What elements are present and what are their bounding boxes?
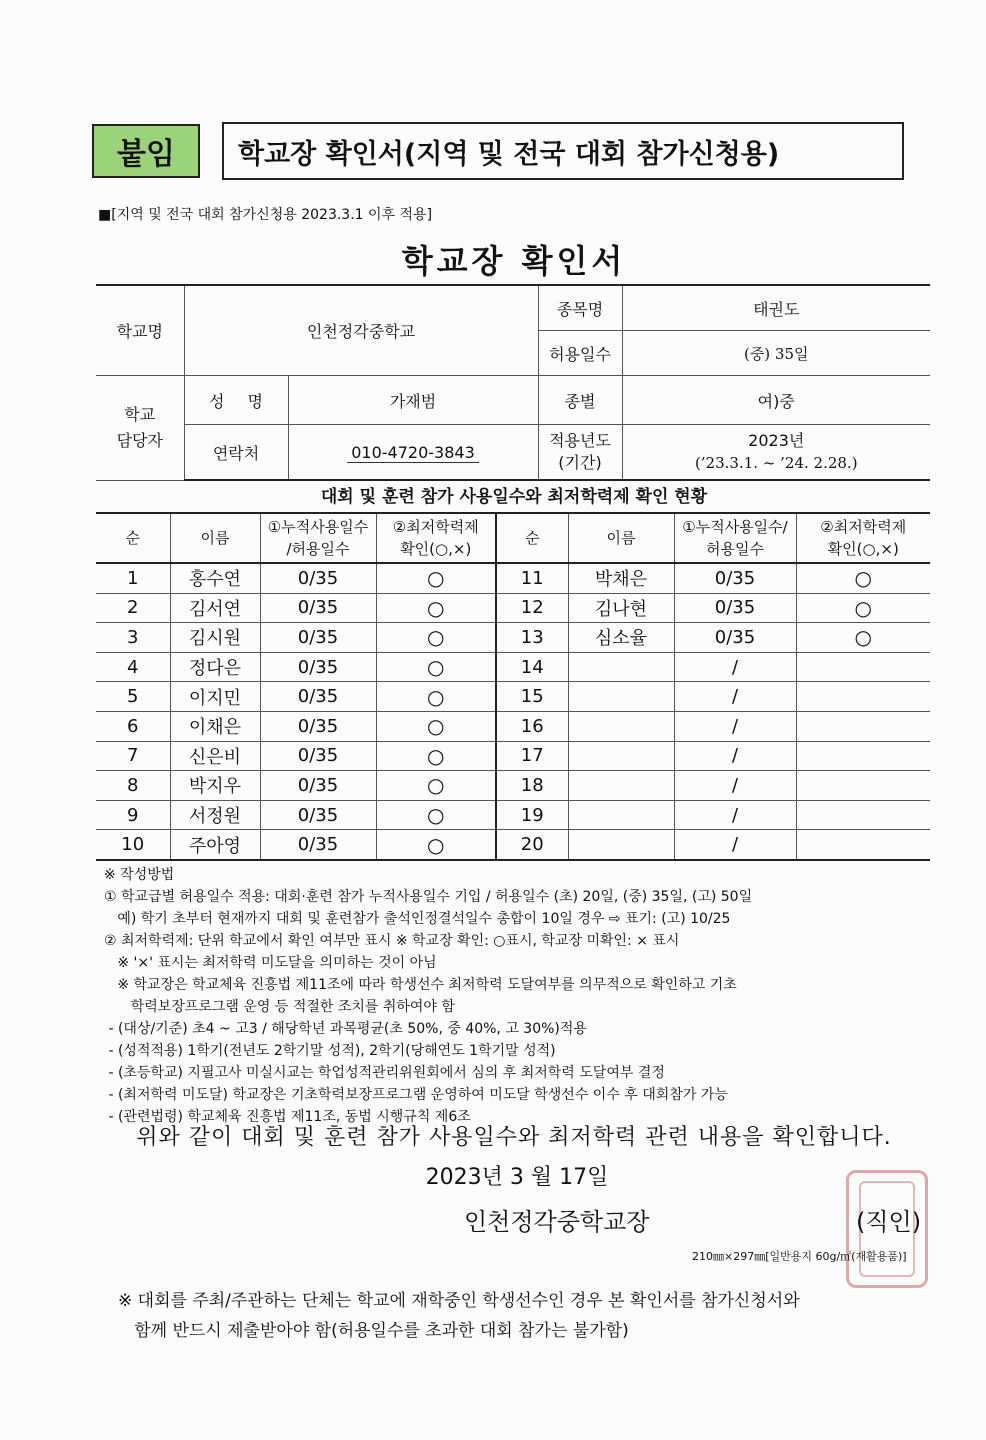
col-days-right: ①누적사용일수/ 허용일수 xyxy=(674,513,796,563)
col-name-right: 이름 xyxy=(568,513,674,563)
cell-r-check: ○ xyxy=(796,623,930,653)
event-label: 종목명 xyxy=(538,285,622,331)
cell-r-days: / xyxy=(674,652,796,682)
instruction-line: - (관련법령) 학교체육 진흥법 제11조, 동법 시행규칙 제6조 xyxy=(104,1109,471,1125)
cell-r-name: 김나현 xyxy=(568,593,674,623)
cell-l-no: 2 xyxy=(96,593,170,623)
instruction-line: ① 학교급별 허용일수 적용: 대회·훈련 참가 누적사용일수 기입 / 허용일수 (초) 20일, (중) 35일, (고) 50일 xyxy=(104,889,753,905)
cell-l-days: 0/35 xyxy=(260,771,376,801)
allowed-days-value: (중) 35일 xyxy=(622,331,930,376)
cell-r-no: 11 xyxy=(496,563,568,593)
cell-l-check: ○ xyxy=(376,830,496,860)
cell-r-name xyxy=(568,830,674,860)
attachment-badge: 붙임 xyxy=(92,124,200,178)
cell-r-check xyxy=(796,830,930,860)
cell-r-name: 심소율 xyxy=(568,623,674,653)
period-value: (’23.3.1. ~ ’24. 2.28.) xyxy=(694,454,858,472)
cell-r-days: 0/35 xyxy=(674,623,796,653)
cell-l-check: ○ xyxy=(376,652,496,682)
cell-l-days: 0/35 xyxy=(260,682,376,712)
seal-label: (직인) xyxy=(856,1208,922,1236)
contact-cell xyxy=(288,425,538,481)
cell-l-name: 김서연 xyxy=(170,593,260,623)
roster-header-row xyxy=(96,513,930,563)
col-check-left: ②최저학력제 확인(○,×) xyxy=(376,513,496,563)
cell-l-no: 10 xyxy=(96,830,170,860)
year-cell xyxy=(622,425,930,481)
cell-l-check: ○ xyxy=(376,593,496,623)
cell-l-days: 0/35 xyxy=(260,623,376,653)
cell-l-no: 9 xyxy=(96,800,170,830)
contact-value: 010-4720-3843 xyxy=(347,443,479,463)
cell-r-name xyxy=(568,741,674,771)
cell-l-no: 1 xyxy=(96,563,170,593)
cell-r-check xyxy=(796,652,930,682)
cell-l-days: 0/35 xyxy=(260,741,376,771)
instruction-line: ※ '×' 표시는 최저학력 미도달을 의미하는 것이 아님 xyxy=(104,955,437,971)
table-row xyxy=(96,593,930,623)
table-row xyxy=(96,682,930,712)
cell-l-name: 홍수연 xyxy=(170,563,260,593)
table-row xyxy=(96,830,930,860)
cell-r-check: ○ xyxy=(796,593,930,623)
cell-r-no: 12 xyxy=(496,593,568,623)
cell-r-check: ○ xyxy=(796,563,930,593)
cell-l-no: 3 xyxy=(96,623,170,653)
cell-l-name: 박지우 xyxy=(170,771,260,801)
roster-title: 대회 및 훈련 참가 사용일수와 최저학력제 확인 현황 xyxy=(320,487,708,507)
instruction-line: 예) 학기 초부터 현재까지 대회 및 훈련참가 출석인정결석일수 총합이 10일 경우 ⇨ 표기: (고) 10/25 xyxy=(104,911,731,927)
cell-r-name xyxy=(568,800,674,830)
cell-r-no: 18 xyxy=(496,771,568,801)
cell-l-days: 0/35 xyxy=(260,652,376,682)
cell-l-no: 5 xyxy=(96,682,170,712)
contact-label: 연락처 xyxy=(184,425,288,481)
cell-l-name: 서정원 xyxy=(170,800,260,830)
col-name-left: 이름 xyxy=(170,513,260,563)
cell-l-name: 이지민 xyxy=(170,682,260,712)
cell-l-days: 0/35 xyxy=(260,830,376,860)
instruction-line: ※ 작성방법 xyxy=(104,867,175,883)
info-table xyxy=(96,284,930,481)
cell-l-days: 0/35 xyxy=(260,563,376,593)
principal-name: 인천정각중학교장 xyxy=(464,1208,650,1236)
year-value: 2023년 xyxy=(748,431,805,450)
cell-r-days: 0/35 xyxy=(674,593,796,623)
cell-l-name: 신은비 xyxy=(170,741,260,771)
cell-l-name: 김시원 xyxy=(170,623,260,653)
gender-value: 여)중 xyxy=(622,376,930,425)
cell-r-no: 16 xyxy=(496,711,568,741)
cell-l-check: ○ xyxy=(376,563,496,593)
name-value: 가재범 xyxy=(288,376,538,425)
cell-r-no: 15 xyxy=(496,682,568,712)
cell-r-no: 14 xyxy=(496,652,568,682)
footer-note xyxy=(118,1286,938,1346)
cell-r-days: / xyxy=(674,800,796,830)
cell-l-days: 0/35 xyxy=(260,593,376,623)
cell-r-check xyxy=(796,771,930,801)
school-label: 학교명 xyxy=(96,285,184,376)
cell-l-days: 0/35 xyxy=(260,800,376,830)
table-row xyxy=(96,741,930,771)
cell-r-days: / xyxy=(674,711,796,741)
cell-l-name: 정다은 xyxy=(170,652,260,682)
cell-r-name: 박채은 xyxy=(568,563,674,593)
table-row xyxy=(96,771,930,801)
cell-l-check: ○ xyxy=(376,800,496,830)
cell-l-check: ○ xyxy=(376,682,496,712)
footer-line: ※ 대회를 주최/주관하는 단체는 학교에 재학중인 학생선수인 경우 본 확인서를 참가신청서와 xyxy=(118,1291,800,1311)
cell-r-no: 20 xyxy=(496,830,568,860)
table-row xyxy=(96,711,930,741)
col-days-left: ①누적사용일수 /허용일수 xyxy=(260,513,376,563)
cell-l-name: 이채은 xyxy=(170,711,260,741)
cell-r-check xyxy=(796,711,930,741)
manager-label: 학교 담당자 xyxy=(96,376,184,481)
event-value: 태권도 xyxy=(622,285,930,331)
cell-r-days: / xyxy=(674,771,796,801)
cell-l-no: 7 xyxy=(96,741,170,771)
cell-l-no: 6 xyxy=(96,711,170,741)
instruction-line: - (대상/기준) 초4 ~ 고3 / 해당학년 과목평균(초 50%, 중 40%, 고 30%)적용 xyxy=(104,1021,587,1037)
cell-l-no: 4 xyxy=(96,652,170,682)
issue-date: 2023년 3 월 17일 xyxy=(425,1165,609,1190)
cell-r-check xyxy=(796,682,930,712)
instructions xyxy=(104,864,934,1128)
table-row xyxy=(96,563,930,593)
paper-spec: 210㎜×297㎜[일반용지 60g/㎡(재활용품)] xyxy=(692,1250,907,1263)
table-row xyxy=(96,623,930,653)
page-title: 학교장 확인서 xyxy=(401,242,627,280)
cell-r-no: 17 xyxy=(496,741,568,771)
cell-r-days: 0/35 xyxy=(674,563,796,593)
year-label: 적용년도 (기간) xyxy=(538,425,622,481)
instruction-line: 학력보장프로그램 운영 등 적절한 조치를 취하여야 함 xyxy=(104,999,455,1015)
col-check-right: ②최저학력제 확인(○,×) xyxy=(796,513,930,563)
allowed-days-label: 허용일수 xyxy=(538,331,622,376)
cell-r-name xyxy=(568,682,674,712)
cell-l-check: ○ xyxy=(376,711,496,741)
cell-r-days: / xyxy=(674,741,796,771)
cell-l-days: 0/35 xyxy=(260,711,376,741)
cell-l-check: ○ xyxy=(376,771,496,801)
cell-r-check xyxy=(796,800,930,830)
document-heading: 학교장 확인서(지역 및 전국 대회 참가신청용) xyxy=(222,122,904,180)
col-no-left: 순 xyxy=(96,513,170,563)
gender-label: 종별 xyxy=(538,376,622,425)
instruction-line: - (최저학력 미도달) 학교장은 기초학력보장프로그램 운영하여 미도달 학생선수 이수 후 대회참가 가능 xyxy=(104,1087,728,1103)
footer-line: 함께 반드시 제출받아야 함(허용일수를 초과한 대회 참가는 불가함) xyxy=(118,1321,629,1341)
table-row xyxy=(96,800,930,830)
cell-r-name xyxy=(568,711,674,741)
instruction-line: - (초등학교) 지필고사 미실시교는 학업성적관리위원회에서 심의 후 최저학력 도달여부 결정 xyxy=(104,1065,665,1081)
cell-r-check xyxy=(796,741,930,771)
instruction-line: ② 최저학력제: 단위 학교에서 확인 여부만 표시 ※ 학교장 확인: ○표시, 학교장 미확인: × 표시 xyxy=(104,933,680,949)
school-value: 인천정각중학교 xyxy=(184,285,538,376)
instruction-line: - (성적적용) 1학기(전년도 2학기말 성적), 2학기(당해연도 1학기말 성적) xyxy=(104,1043,556,1059)
cell-l-check: ○ xyxy=(376,741,496,771)
roster-body xyxy=(96,563,930,860)
cell-r-no: 19 xyxy=(496,800,568,830)
table-row xyxy=(96,652,930,682)
cell-l-name: 주아영 xyxy=(170,830,260,860)
cell-r-name xyxy=(568,652,674,682)
cell-r-days: / xyxy=(674,682,796,712)
name-label: 성 명 xyxy=(184,376,288,425)
cell-r-days: / xyxy=(674,830,796,860)
instruction-line: ※ 학교장은 학교체육 진흥법 제11조에 따라 학생선수 최저학력 도달여부를 의무적으로 확인하고 기초 xyxy=(104,977,737,993)
cell-l-check: ○ xyxy=(376,623,496,653)
cell-r-name xyxy=(568,771,674,801)
confirmation-statement: 위와 같이 대회 및 훈련 참가 사용일수와 최저학력 관련 내용을 확인합니다. xyxy=(136,1125,892,1150)
cell-l-no: 8 xyxy=(96,771,170,801)
applicability-note: ■[지역 및 전국 대회 참가신청용 2023.3.1 이후 적용] xyxy=(98,207,433,223)
cell-r-no: 13 xyxy=(496,623,568,653)
roster-table xyxy=(96,512,930,861)
col-no-right: 순 xyxy=(496,513,568,563)
